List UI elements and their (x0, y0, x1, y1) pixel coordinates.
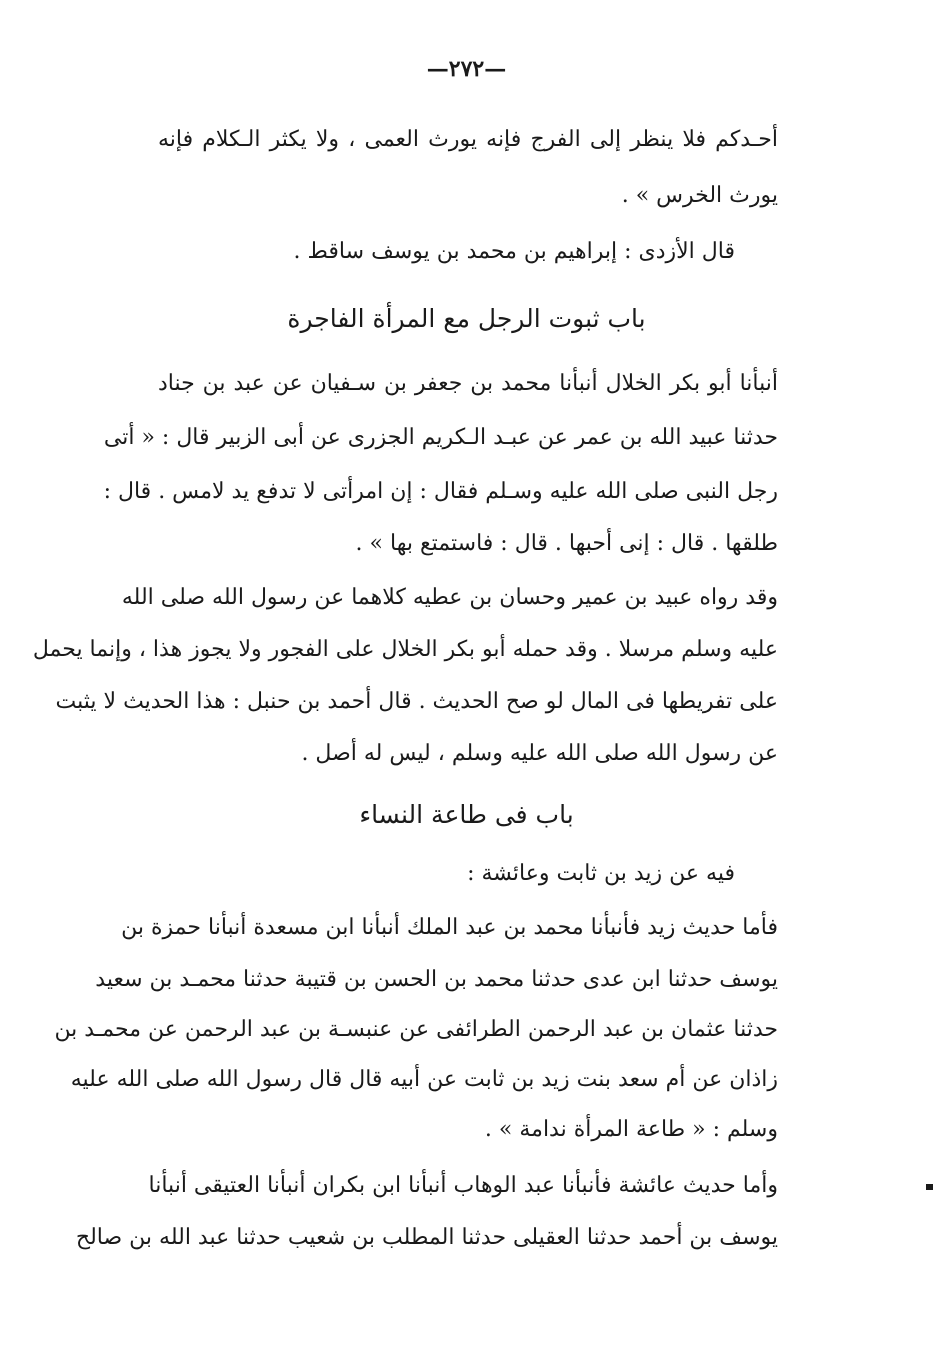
text-line-1: أحـدكم فلا ينظر إلى الفرج فإنه يورث العمى ، ولا يكثر الـكلام فإنه (158, 127, 778, 152)
section-heading-2: باب فى طاعة النساء (359, 800, 574, 829)
text-line-6: حدثنا عبيد الله بن عمر عن عبـد الـكريم الجزرى عن أبى الزبير قال : « أتى (103, 425, 778, 450)
text-line-12: عن رسول الله صلى الله عليه وسلم ، ليس له أصل . (301, 741, 778, 766)
text-line-19: وسلم : « طاعة المرأة ندامة » . (484, 1117, 778, 1142)
text-line-14: فيه عن زيد بن ثابت وعائشة : (467, 861, 735, 886)
text-line-7: رجل النبى صلى الله عليه وسـلم فقال : إن امرأتى لا تدفع يد لامس . قال : (103, 479, 778, 504)
page-number: —٢٧٢— (426, 56, 507, 82)
text-line-17: حدثنا عثمان بن عبد الرحمن الطرائفى عن عنبسـة بن عبد الرحمن عن محمـد بن (54, 1017, 778, 1042)
text-line-9: وقد رواه عبيد بن عمير وحسان بن عطيه كلاهما عن رسول الله صلى الله (121, 585, 778, 610)
text-line-21: يوسف بن أحمد حدثنا العقيلى حدثنا المطلب بن شعيب حدثنا عبد الله بن صالح (75, 1225, 778, 1250)
text-line-8: طلقها . قال : إنى أحبها . قال : فاستمتع بها » . (355, 531, 778, 556)
text-line-10: عليه وسلم مرسلا . وقد حمله أبو بكر الخلال على الفجور ولا يجوز هذا ، وإنما يحمل (32, 637, 778, 662)
margin-mark (926, 1184, 933, 1190)
text-line-18: زاذان عن أم سعد بنت زيد بن ثابت عن أبيه قال قال رسول الله صلى الله عليه (70, 1067, 778, 1092)
text-line-5: أنبأنا أبو بكر الخلال أنبأنا محمد بن جعفر بن سـفيان عن عبد بن جناد (158, 371, 778, 396)
text-line-11: على تفريطها فى المال لو صح الحديث . قال أحمد بن حنبل : هذا الحديث لا يثبت (55, 689, 778, 714)
text-line-3: قال الأزدى : إبراهيم بن محمد بن يوسف ساقط . (293, 239, 735, 264)
text-line-20: وأما حديث عائشة فأنبأنا عبد الوهاب أنبأنا ابن بكران أنبأنا العتيقى أنبأنا (148, 1173, 778, 1198)
text-line-16: يوسف حدثنا ابن عدى حدثنا محمد بن الحسن بن قتيبة حدثنا محمـد بن سعيد (95, 967, 778, 992)
text-line-2: يورث الخرس » . (621, 183, 778, 208)
text-line-15: فأما حديث زيد فأنبأنا محمد بن عبد الملك أنبأنا ابن مسعدة أنبأنا حمزة بن (121, 915, 778, 940)
section-heading-1: باب ثبوت الرجل مع المرأة الفاجرة (287, 304, 646, 333)
